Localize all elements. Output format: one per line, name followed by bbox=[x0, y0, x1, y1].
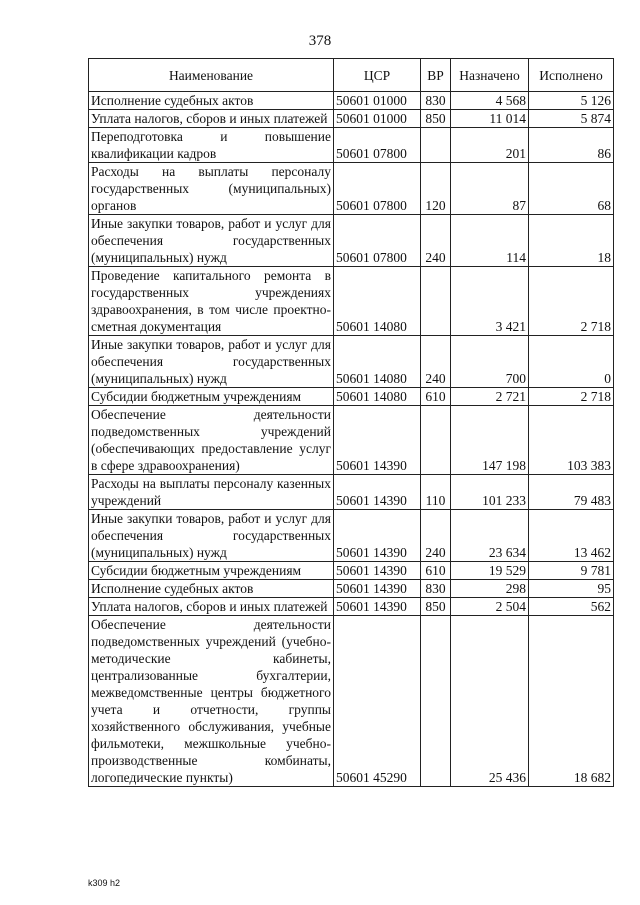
row-name: Субсидии бюджетным учреждениям bbox=[89, 562, 334, 580]
row-executed: 2 718 bbox=[529, 388, 614, 406]
row-executed: 0 bbox=[529, 336, 614, 388]
row-name: Проведение капитального ремонта в государственных учреждениях здравоохранения, в том числе проектно-сметная документация bbox=[89, 267, 334, 336]
row-name: Уплата налогов, сборов и иных платежей bbox=[89, 110, 334, 128]
row-name: Расходы на выплаты персоналу казенных учреждений bbox=[89, 475, 334, 510]
row-assigned: 700 bbox=[451, 336, 529, 388]
row-vr: 830 bbox=[421, 580, 451, 598]
row-name: Субсидии бюджетным учреждениям bbox=[89, 388, 334, 406]
row-name: Иные закупки товаров, работ и услуг для обеспечения государственных (муниципальных) нужд bbox=[89, 510, 334, 562]
header-assigned: Назначено bbox=[451, 59, 529, 92]
row-vr: 240 bbox=[421, 510, 451, 562]
page-number: 378 bbox=[308, 33, 332, 49]
row-executed: 103 383 bbox=[529, 406, 614, 475]
row-vr: 110 bbox=[421, 475, 451, 510]
row-code: 50601 14390 bbox=[334, 598, 421, 616]
row-assigned: 201 bbox=[451, 128, 529, 163]
row-vr bbox=[421, 616, 451, 787]
row-vr: 610 bbox=[421, 562, 451, 580]
row-assigned: 114 bbox=[451, 215, 529, 267]
table-body bbox=[89, 92, 614, 787]
table-header-row bbox=[89, 59, 614, 92]
row-executed: 9 781 bbox=[529, 562, 614, 580]
table-row bbox=[89, 406, 614, 475]
row-executed: 86 bbox=[529, 128, 614, 163]
row-name: Уплата налогов, сборов и иных платежей bbox=[89, 598, 334, 616]
row-assigned: 19 529 bbox=[451, 562, 529, 580]
row-code: 50601 14080 bbox=[334, 388, 421, 406]
row-executed: 562 bbox=[529, 598, 614, 616]
row-assigned: 3 421 bbox=[451, 267, 529, 336]
table-row bbox=[89, 475, 614, 510]
row-vr: 850 bbox=[421, 598, 451, 616]
table-row bbox=[89, 598, 614, 616]
header-code: ЦСР bbox=[334, 59, 421, 92]
table-row bbox=[89, 215, 614, 267]
row-assigned: 298 bbox=[451, 580, 529, 598]
row-vr: 120 bbox=[421, 163, 451, 215]
row-vr: 610 bbox=[421, 388, 451, 406]
table-row bbox=[89, 562, 614, 580]
row-name: Исполнение судебных актов bbox=[89, 580, 334, 598]
row-vr bbox=[421, 406, 451, 475]
row-assigned: 87 bbox=[451, 163, 529, 215]
row-executed: 5 874 bbox=[529, 110, 614, 128]
row-code: 50601 14390 bbox=[334, 475, 421, 510]
row-executed: 5 126 bbox=[529, 92, 614, 110]
row-code: 50601 14390 bbox=[334, 406, 421, 475]
table-row bbox=[89, 128, 614, 163]
row-code: 50601 45290 bbox=[334, 616, 421, 787]
row-executed: 68 bbox=[529, 163, 614, 215]
row-name: Обеспечение деятельности подведомственных учреждений (обеспечивающих предоставление услуг в сфере здравоохранения) bbox=[89, 406, 334, 475]
row-name: Обеспечение деятельности подведомственных учреждений (учебно-методические кабинеты, централизованные бухгалтерии, межведомственные центры бюджетного учета и отчетности, группы хозяйственного обслуживания, учебные фильмотеки, межшкольные учебно-производственные комбинаты, логопедические пункты) bbox=[89, 616, 334, 787]
table-row bbox=[89, 110, 614, 128]
row-code: 50601 01000 bbox=[334, 110, 421, 128]
row-assigned: 2 504 bbox=[451, 598, 529, 616]
row-assigned: 4 568 bbox=[451, 92, 529, 110]
row-name: Переподготовка и повышение квалификации кадров bbox=[89, 128, 334, 163]
row-code: 50601 07800 bbox=[334, 215, 421, 267]
row-executed: 2 718 bbox=[529, 267, 614, 336]
row-vr: 830 bbox=[421, 92, 451, 110]
row-assigned: 11 014 bbox=[451, 110, 529, 128]
table-row bbox=[89, 388, 614, 406]
row-name: Расходы на выплаты персоналу государственных (муниципальных) органов bbox=[89, 163, 334, 215]
row-executed: 95 bbox=[529, 580, 614, 598]
table-row bbox=[89, 163, 614, 215]
row-code: 50601 14390 bbox=[334, 580, 421, 598]
header-vr: ВР bbox=[421, 59, 451, 92]
row-code: 50601 07800 bbox=[334, 128, 421, 163]
row-executed: 18 682 bbox=[529, 616, 614, 787]
row-assigned: 147 198 bbox=[451, 406, 529, 475]
row-name: Иные закупки товаров, работ и услуг для обеспечения государственных (муниципальных) нужд bbox=[89, 336, 334, 388]
row-code: 50601 01000 bbox=[334, 92, 421, 110]
budget-table bbox=[88, 58, 614, 787]
row-code: 50601 07800 bbox=[334, 163, 421, 215]
footer-code: k309 h2 bbox=[88, 878, 121, 888]
row-executed: 13 462 bbox=[529, 510, 614, 562]
header-name: Наименование bbox=[89, 59, 334, 92]
row-code: 50601 14080 bbox=[334, 267, 421, 336]
row-executed: 79 483 bbox=[529, 475, 614, 510]
row-vr bbox=[421, 128, 451, 163]
row-code: 50601 14390 bbox=[334, 510, 421, 562]
row-assigned: 101 233 bbox=[451, 475, 529, 510]
row-name: Иные закупки товаров, работ и услуг для обеспечения государственных (муниципальных) нужд bbox=[89, 215, 334, 267]
row-assigned: 23 634 bbox=[451, 510, 529, 562]
table-row bbox=[89, 92, 614, 110]
table-row bbox=[89, 580, 614, 598]
row-assigned: 25 436 bbox=[451, 616, 529, 787]
row-vr: 850 bbox=[421, 110, 451, 128]
table-row bbox=[89, 616, 614, 787]
table-row bbox=[89, 267, 614, 336]
row-executed: 18 bbox=[529, 215, 614, 267]
table-row bbox=[89, 510, 614, 562]
row-vr: 240 bbox=[421, 336, 451, 388]
row-code: 50601 14080 bbox=[334, 336, 421, 388]
row-code: 50601 14390 bbox=[334, 562, 421, 580]
row-vr bbox=[421, 267, 451, 336]
header-executed: Исполнено bbox=[529, 59, 614, 92]
table-row bbox=[89, 336, 614, 388]
row-assigned: 2 721 bbox=[451, 388, 529, 406]
row-name: Исполнение судебных актов bbox=[89, 92, 334, 110]
row-vr: 240 bbox=[421, 215, 451, 267]
